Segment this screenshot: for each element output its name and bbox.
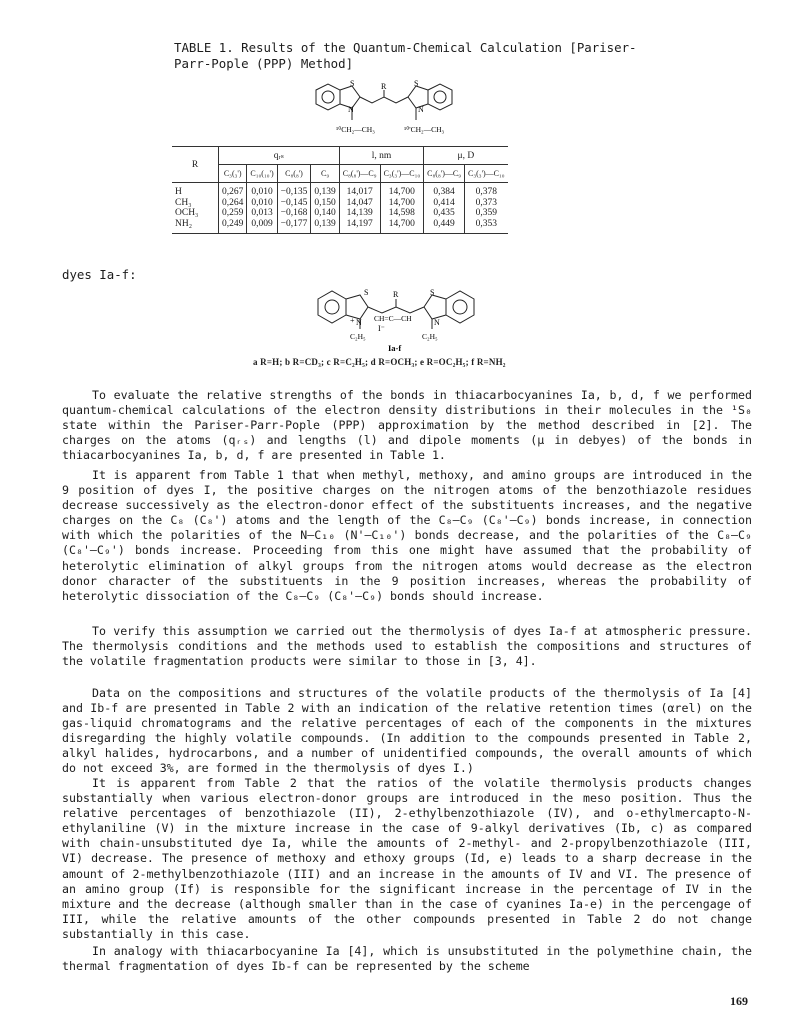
top-s-left: S: [350, 80, 355, 88]
dye-label: Ia-f: [388, 343, 402, 353]
top-r: R: [381, 82, 387, 91]
table-caption: TABLE 1. Results of the Quantum-Chemical Calculation [Pariser-Parr-Pople (PPP) Method]: [174, 40, 637, 71]
table-col-header: C₃(₃')—C₁₀: [380, 165, 424, 183]
dye-n-right: N: [434, 318, 440, 327]
dye-chain: CH=C—CH: [374, 314, 412, 323]
table-col-header: C₁₀(₁₀'): [247, 165, 277, 183]
dye-n-left: N: [356, 318, 362, 327]
top-n-left: N: [348, 105, 354, 114]
dye-ethyl-left: C₂H₅: [350, 332, 366, 341]
table-row: OCH₃ 0,259 0,013 −0,168 0,140 14,139 14,598 0,435 0,359: [172, 208, 508, 219]
paragraph: It is apparent from Table 1 that when methyl, methoxy, and amino groups are introduced in the 9 position of dyes I, the positive charges on the nitrogen atoms of the benzothiazole residues decrease successively as the electron-donor effect of the substituents increases, and the negative charges on the C₈ (C₈') atoms and the length of the C₈—C₉ (C₈'—C₉) bonds increase, in connection with which the polarities of the N—C₁₀ (N'—C₁₀') bonds decrease, and the polarities of the C₈—C₉ (C₈'—C₉') bonds increase. Proceeding from this one might have assumed that the probability of heterolytic elimination of alkyl groups from the nitrogen atoms would decrease as the electron donor character of the substituents in the 9 position increases, whereas the probability of heterolytic dissociation of the C₈—C₉ (C₈'—C₉) bonds should increase.: [62, 468, 752, 603]
body-text: [62, 944, 752, 974]
table-header-r: R: [191, 159, 199, 170]
table-col-header: C₈(₈')—C₉: [339, 165, 380, 183]
table-group-dipoles: μ, D: [424, 147, 508, 165]
paragraph: In analogy with thiacarbocyanine Ia [4], which is unsubstituted in the polymethine chain, the thermal fragmentation of dyes Ib-f can be represented by the scheme: [62, 944, 752, 974]
structure-dye-ia-f: [312, 287, 512, 357]
table-col-header: C₃(₃')—C₁₀: [464, 165, 507, 183]
top-ethyl-right: ¹⁰'CH₂—CH₃: [404, 125, 445, 134]
dye-r: R: [393, 290, 399, 299]
table-row: CH₃ 0,264 0,010 −0,145 0,150 14,047 14,700 0,414 0,373: [172, 198, 508, 209]
body-text: [62, 686, 752, 777]
structure-bisbenzothiazole: [300, 80, 500, 138]
dye-ethyl-right: C₂H₅: [422, 332, 438, 341]
body-text: [62, 388, 752, 463]
page-number: 169: [730, 994, 748, 1008]
table-group-charges: qᵣₛ: [219, 147, 340, 165]
table-col-header: C₈(₈')—C₉: [424, 165, 465, 183]
paragraph: To evaluate the relative strengths of the bonds in thiacarbocyanines Ia, b, d, f we performed quantum-chemical calculations of the electron density distributions in their molecules in the ¹S₀ state within the Pariser-Parr-Pople (PPP) approximation by the method described in [2]. The charges on the atoms (qᵣₛ) and lengths (l) and dipole moments (μ in debyes) of the bonds in thiacarbocyanines Ia, b, d, f are presented in Table 1.: [62, 388, 752, 463]
paragraph: Data on the compositions and structures of the volatile products of the thermolysis of Ia [4] and Ib-f are presented in Table 2 with an indication of the relative retention times (αrel) on the gas-liquid chromatograms and the relative percentages of each of the components in the mixtures disregarding the highly volatile compounds. (In addition to the compounds presented in Table 2, alkyl halides, hydrocarbons, and a number of unidentified compounds, the overall amounts of which do not exceed 3%, are formed in the thermolysis of dyes I.): [62, 686, 752, 776]
dyes-label: dyes Ia-f:: [62, 267, 137, 282]
dye-s-right: S: [430, 288, 435, 297]
dye-iodide: I⁻: [378, 324, 385, 333]
paragraph: To verify this assumption we carried out the thermolysis of dyes Ia-f at atmospheric pressure. The thermolysis conditions and the methods used to establish the compositions and structures of the volatile fragmentation products were similar to those in [3, 4].: [62, 624, 752, 669]
body-text: [62, 468, 752, 604]
dye-plus: +: [350, 316, 355, 325]
top-s-right: S: [414, 80, 419, 88]
dye-s-left: S: [364, 288, 369, 297]
table-col-header: C₈(₈'): [277, 165, 311, 183]
substituent-list: a R=H; b R=CD₃; c R=C₂H₅; d R=OCH₃; e R=OC₂H₅; f R=NH₂: [253, 357, 506, 367]
top-n-right: N: [418, 105, 424, 114]
body-text: [62, 776, 752, 942]
table-row: H 0,267 0,010 −0,135 0,139 14,017 14,700 0,384 0,378: [172, 183, 508, 198]
paragraph: It is apparent from Table 2 that the ratios of the volatile thermolysis products changes substantially when various electron-donor groups are introduced in the meso position. Thus the relative percentages of benzothiazole (II), 2-ethylbenzothiazole (IV), and o-ethylmercapto-N-ethylaniline (V) in the mixture increase in the case of 9-alkyl derivatives (Ib, c) as compared with chain-unsubstituted dye Ia, while the amounts of 2-methyl- and 2-propylbenzothiazole (III, VI) decrease. The presence of methoxy and ethoxy groups (Id, e) leads to a sharp decrease in the amount of 2-methylbenzothiazole (III) and an increase in the amounts of IV and VI. The presence of an amino group (If) is responsible for the significant increase in the percentage of IV in the mixture and the decrease (although smaller than in the case of cyanines Ia-e) in the percengage of III, while the relative amounts of the other compounds presented in Table 2 do not change substantially in this case.: [62, 776, 752, 941]
body-text: [62, 624, 752, 669]
top-ethyl-left: ¹⁰CH₂—CH₃: [336, 125, 375, 134]
table-col-header: C₃(₃'): [219, 165, 247, 183]
table-group-lengths: l, nm: [339, 147, 423, 165]
table-1: [172, 146, 508, 234]
table-col-header: C₉: [311, 165, 339, 183]
table-row: NH₂ 0,249 0,009 −0,177 0,139 14,197 14,700 0,449 0,353: [172, 219, 508, 234]
